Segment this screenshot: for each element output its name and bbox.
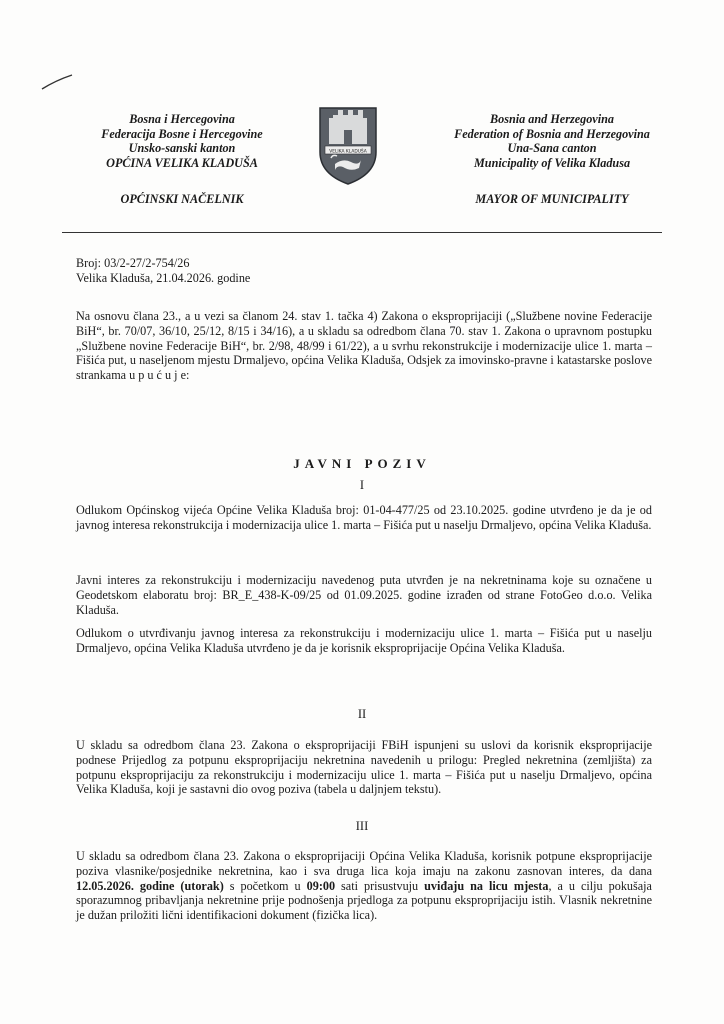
section-3-text-d: , a u cilju pokušaja sporazumnog pribavljanja nekretnine prije podnošenja prjedloga za potpunu eksproprijaciju istih. Vlasnik nekretnine je dužan priložiti lični identifikacioni dokument (fizička lica). <box>76 878 652 923</box>
document-meta <box>76 256 250 286</box>
section-1-paragraph-1: Odlukom Općinskog vijeća Općine Velika Kladuša broj: 01-04-477/25 od 23.10.2025. godine utvrđeno je da je od javnog interesa rekonstrukcija i modernizacija ulice 1. marta – Fišića put u naselju Drmaljevo, općina Velika Kladuša. <box>76 503 652 532</box>
document-place-date: Velika Kladuša, 21.04.2026. godine <box>76 271 251 285</box>
country-name-en: Bosnia and Herzegovina <box>490 112 614 126</box>
country-name-bs: Bosna i Hercegovina <box>129 112 235 126</box>
hearing-date: 12.05.2026. godine (utorak) <box>76 878 224 893</box>
document-number: Broj: 03/2-27/2-754/26 <box>76 256 190 270</box>
office-title-bs: OPĆINSKI NAČELNIK <box>120 192 244 206</box>
federation-name-en: Federation of Bosnia and Herzegovina <box>454 126 650 141</box>
section-3-text-a: U skladu sa odredbom člana 23. Zakona o eksproprijaciji Općina Velika Kladuša, korisnik potpune eksproprijacije poziva vlasnike/posjednike nekretnina, kao i sva druga lica koja imaju na zakonu zasnovan interes, da dana <box>76 849 652 878</box>
section-number-3: III <box>355 819 369 833</box>
section-1-paragraph-2: Javni interes za rekonstrukciju i modernizaciju navedenog puta utvrđen je na nekretninama koje su označene u Geodetskom elaboratu broj: BR_E_438-K-09/25 od 01.09.2025. godine izrađen od strane FotoGeo d.o.o. Velika Kladuša. <box>76 573 652 617</box>
letterhead-left <box>62 112 302 170</box>
municipality-crest-icon <box>315 104 381 186</box>
municipality-name-en: Municipality of Velika Kladusa <box>473 155 631 170</box>
federation-name-bs: Federacija Bosne i Hercegovine <box>101 126 263 141</box>
canton-name-en: Una-Sana canton <box>507 141 597 155</box>
section-number-1: I <box>359 478 365 492</box>
section-3-text-c: sati prisustvuju <box>335 878 425 893</box>
header-divider <box>62 232 662 233</box>
document-title: JAVNI POZIV <box>293 456 431 471</box>
hearing-event: uviđaju na licu mjesta <box>424 878 549 893</box>
crest-text: VELIKA KLADUŠA <box>329 149 367 155</box>
canton-name-bs: Unsko-sanski kanton <box>128 141 236 155</box>
hearing-time: 09:00 <box>306 878 336 893</box>
section-3-text-b: s početkom u <box>223 878 307 893</box>
intro-paragraph: Na osnovu člana 23., a u vezi sa članom 24. stav 1. tačka 4) Zakona o eksproprijaciji („Službene novine Federacije BiH“, br. 70/07, 36/10, 25/12, 8/15 i 34/16), a u skladu sa odredbom člana 70. stav 1. Zakona o upravnom postupku „Službene novine Federacije BiH“, br. 2/98, 48/99 i 61/22), a u svrhu rekonstrukcije i modernizacije ulice 1. marta – Fišića put, u naseljenom mjestu Drmaljevo, općina Velika Kladuša, Odsjek za imovinsko-pravne i katastarske poslove strankama u p u ć u j e: <box>76 309 652 383</box>
section-2-paragraph-1: U skladu sa odredbom člana 23. Zakona o eksproprijaciji FBiH ispunjeni su uslovi da korisnik eksproprijacije podnese Prijedlog za potpunu eksproprijaciju nekretnina navedenih u prilogu: Pregled nekretnina (zemljišta) za potpunu eksproprijaciju za rekonstrukciju i modernizaciju ulice 1. marta – Fišića put u naselju Drmaljevo, općina Velika Kladuša, koji je sastavni dio ovog poziva (tabela u daljnjem tekstu). <box>76 738 652 797</box>
section-3-paragraph-1 <box>76 849 652 923</box>
pen-stroke-mark <box>40 72 74 92</box>
letterhead <box>62 112 662 222</box>
office-title-en: MAYOR OF MUNICIPALITY <box>475 192 629 206</box>
section-number-2: II <box>357 707 367 721</box>
municipality-name-bs: OPĆINA VELIKA KLADUŠA <box>106 155 258 170</box>
section-1-paragraph-3: Odlukom o utvrđivanju javnog interesa za rekonstrukciju i modernizaciju ulice 1. marta – Fišića put u naselju Drmaljevo, općina Velika Kladuša utvrđeno je da je korisnik eksproprijacije Općina Velika Kladuša. <box>76 626 652 655</box>
letterhead-right <box>432 112 672 170</box>
